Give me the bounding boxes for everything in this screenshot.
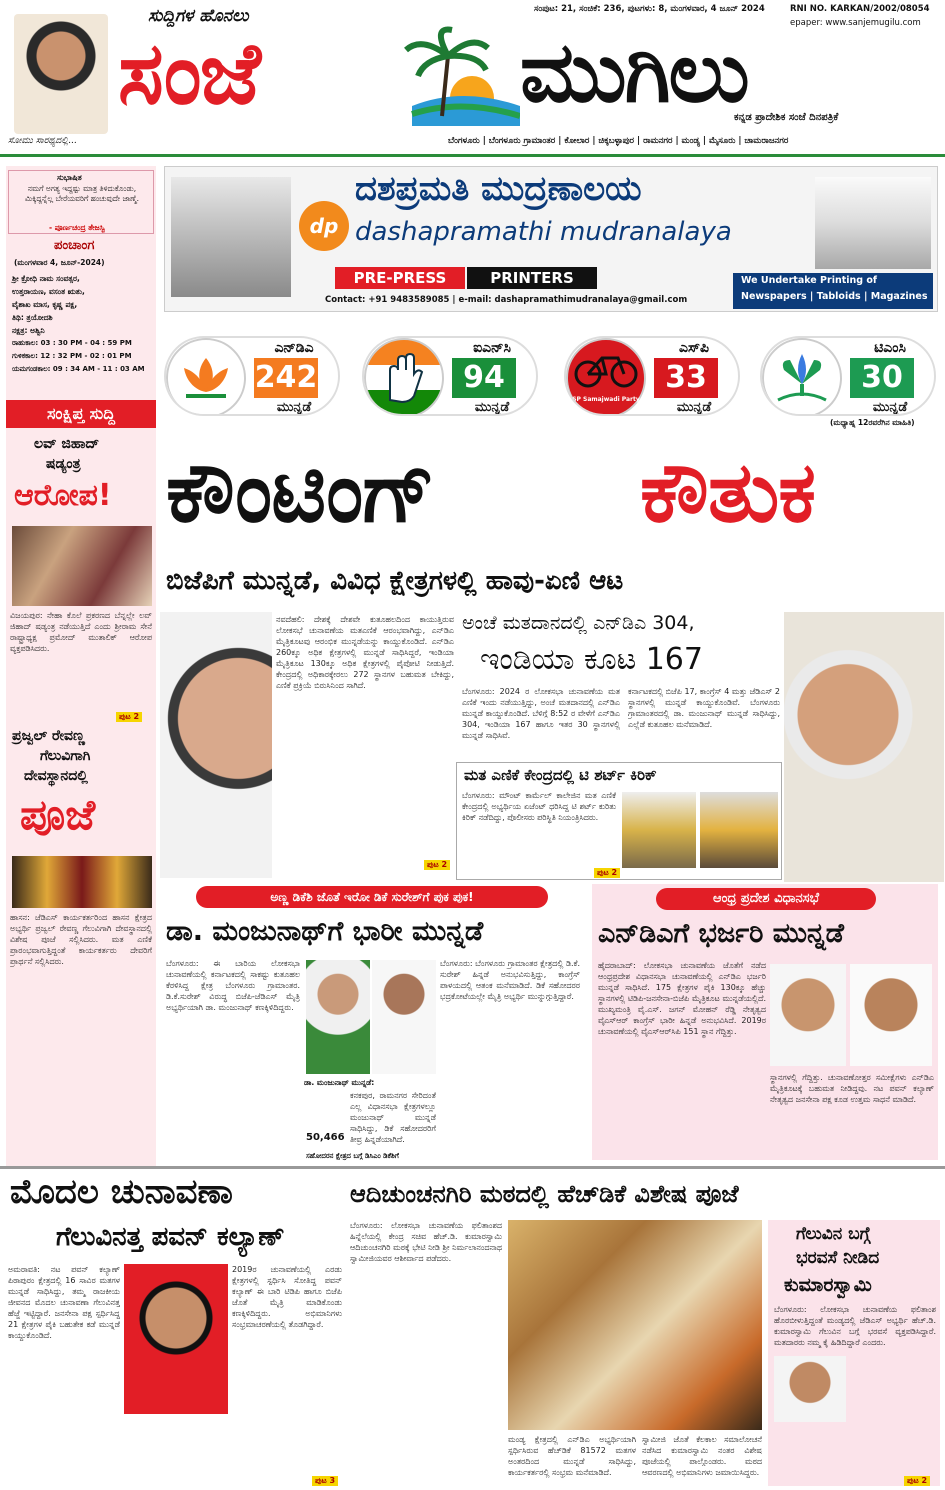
- panchanga-item: ರಾಹುಕಾಲ: 03 : 30 PM - 04 : 59 PM: [12, 339, 132, 347]
- photo-kumaraswamy: [774, 1356, 846, 1422]
- party-seat-count: 94: [452, 358, 516, 398]
- adichunchanagiri-body-c: ಸ್ವಾಮೀಜಿ ಜೊತೆ ಕೆಲಕಾಲ ಸಮಾಲೋಚನೆ ನಡೆಸಿದ ಕುಮಾರಸ್ವಾಮಿ ನಂತರ ವಿಶೇಷ ಪೂಜೆಯಲ್ಲಿ ಪಾಲ್ಗೊಂಡರು. ಮಠದ ಆವರಣದಲ್ಲಿ ಅಭಿಮಾನಿಗಳು ಜಮಾಯಿಸಿದ್ದರು.: [642, 1435, 762, 1477]
- panchanga-title: ಪಂಚಾಂಗ: [54, 238, 95, 253]
- lotus-icon: [166, 338, 246, 416]
- story1-kicker: ಷಡ್ಯಂತ್ರ: [46, 456, 81, 472]
- story1-body: ವಿಜಯಪುರ: ನೇಹಾ ಕೊಲೆ ಪ್ರಕರಣದ ಬೆನ್ನಲ್ಲೇ ಲವ್ ಜಿಹಾದ್ ಷಡ್ಯಂತ್ರ ನಡೆಯುತ್ತಿದೆ ಎಂದು ಶ್ರೀರಾಮ ಸೇನೆ ರಾಷ್ಟ್ರಾಧ್ಯಕ್ಷ ಪ್ರಮೋದ್ ಮುತಾಲಿಕ್ ಆರೋಪ ವ್ಯಕ್ತಪಡಿಸಿದರು.: [10, 611, 152, 653]
- section-divider: [0, 1166, 945, 1169]
- hand-icon: [364, 338, 444, 416]
- tshirt-headline: ಮತ ಎಣಿಕೆ ಕೇಂದ್ರದಲ್ಲಿ ಟಿ ಶರ್ಟ್ ಕಿರಿಕ್: [464, 766, 657, 784]
- paper-name-left: ಸಂಜೆ: [118, 24, 259, 124]
- panchanga-item: ಶ್ರೀ ಕ್ರೋಧಿ ನಾಮ ಸಂವತ್ಸರ,: [12, 274, 80, 283]
- lead-body-c: ಕರ್ನಾಟಕದಲ್ಲಿ ಬಿಜೆಪಿ 17, ಕಾಂಗ್ರೆಸ್ 4 ಮತ್ತು ಜೆಡಿಎಸ್ 2 ಸ್ಥಾನಗಳಲ್ಲಿ ಮುನ್ನಡೆ ಕಾಯ್ದುಕೊಂಡಿವೆ. ಬೆಂಗಳೂರು ಗ್ರಾಮಾಂತರದಲ್ಲಿ ಡಾ. ಮಂಜುನಾಥ್ ಮುನ್ನಡೆ ಸಾಧಿಸಿದ್ದು, ಎಲ್ಲೆಡೆ ಕುತೂಹಲ ಮನೆಮಾಡಿದೆ.: [628, 687, 780, 729]
- kumaraswamy-continued[interactable]: ಪುಟ 2: [904, 1476, 930, 1486]
- party-name: ಟಿಎಂಸಿ: [874, 340, 906, 356]
- lead-body-a: ನವದೆಹಲಿ: ದೇಶಕ್ಕೆ ದೇಶವೇ ಕುತೂಹಲದಿಂದ ಕಾಯುತ್ತಿರುವ ಲೋಕಸಭೆ ಚುನಾವಣೆಯ ಮತಎಣಿಕೆ ಆರಂಭವಾಗಿದ್ದು, ಎನ್‌ಡಿಎ ಮೈತ್ರಿಕೂಟವು ಆರಂಭಿಕ ಮುನ್ನಡೆಯನ್ನು ಕಾಯ್ದುಕೊಂಡಿದೆ. ಎನ್‌ಡಿಎ 260ಕ್ಕೂ ಅಧಿಕ ಕ್ಷೇತ್ರಗಳಲ್ಲಿ ಮುನ್ನಡೆ ಸಾಧಿಸಿದ್ದರೆ, ಇಂಡಿಯಾ ಮೈತ್ರಿಕೂಟ 130ಕ್ಕೂ ಅಧಿಕ ಕ್ಷೇತ್ರಗಳಲ್ಲಿ ಪೈಪೋಟಿ ನೀಡುತ್ತಿದೆ. ಕೇಂದ್ರದಲ್ಲಿ ಅಧಿಕಾರಕ್ಕೇರಲು 272 ಸ್ಥಾನಗಳ ಬಹುಮತ ಬೇಕಿದ್ದು, ಎಣಿಕೆ ಪ್ರಕ್ರಿಯೆ ಬಿರುಸಿನಿಂದ ಸಾಗಿದೆ.: [276, 615, 454, 690]
- ad-machine-right: [815, 177, 931, 269]
- photo-chandrababu-naidu: [770, 964, 846, 1066]
- kumaraswamy-headline-3: ಕುಮಾರಸ್ವಾಮಿ: [784, 1274, 872, 1296]
- story2-kicker: ದೇವಸ್ಥಾನದಲ್ಲಿ: [24, 768, 88, 784]
- photo-manjunath: [306, 960, 370, 1074]
- lead-body-b: ಬೆಂಗಳೂರು: 2024 ರ ಲೋಕಸಭಾ ಚುನಾವಣೆಯ ಮತ ಎಣಿಕೆ ಇಂದು ನಡೆಯುತ್ತಿದ್ದು, ಅಂಚೆ ಮತದಾನದಲ್ಲಿ ಎನ್‌ಡಿಎ ಮುನ್ನಡೆ ಕಾಯ್ದುಕೊಂಡಿದೆ. ಬೆಳಿಗ್ಗೆ 8:52 ರ ವೇಳೆಗೆ ಎನ್‌ಡಿಎ 304, ಇಂಡಿಯಾ 167 ಹಾಗೂ ಇತರ 30 ಸ್ಥಾನಗಳಲ್ಲಿ ಮುನ್ನಡೆ ಸಾಧಿಸಿವೆ.: [462, 687, 620, 740]
- panchanga-list: [12, 272, 156, 376]
- ad-tag-printers: PRINTERS: [467, 267, 597, 289]
- andhra-banner: ಆಂಧ್ರ ಪ್ರದೇಶ ವಿಧಾನಸಭೆ: [656, 888, 876, 910]
- rni-number: RNI NO. KARKAN/2002/08054: [790, 4, 930, 14]
- photo-dk-suresh: [372, 960, 436, 1074]
- party-lead-label: ಮುನ್ನಡೆ: [474, 400, 510, 415]
- manjunath-body-a: ಬೆಂಗಳೂರು: ಈ ಬಾರಿಯ ಲೋಕಸಭಾ ಚುನಾವಣೆಯಲ್ಲಿ ಕರ್ನಾಟಕದಲ್ಲಿ ಸಾಕಷ್ಟು ಕುತೂಹಲ ಕೆರಳಿಸಿದ್ದ ಕ್ಷೇತ್ರ ಬೆಂಗಳೂರು ಗ್ರಾಮಾಂತರ. ಡಿ.ಕೆ.ಸುರೇಶ್ ವಿರುದ್ಧ ಬಿಜೆಪಿ-ಜೆಡಿಎಸ್ ಮೈತ್ರಿ ಅಭ್ಯರ್ಥಿಯಾಗಿ ಡಾ. ಮಂಜುನಾಥ್ ಕಣಕ್ಕಿಳಿದಿದ್ದರು.: [166, 959, 300, 1012]
- pawan-body-a: ಅಮರಾವತಿ: ನಟ ಪವನ್ ಕಲ್ಯಾಣ್ ಪಿಠಾಪುರಂ ಕ್ಷೇತ್ರದಲ್ಲಿ 16 ಸಾವಿರ ಮತಗಳ ಮುನ್ನಡೆ ಸಾಧಿಸಿದ್ದು, ತಮ್ಮ ರಾಜಕೀಯ ಜೀವನದ ಮೊದಲ ಚುನಾವಣಾ ಗೆಲುವಿನತ್ತ ಹೆಜ್ಜೆ ಇಟ್ಟಿದ್ದಾರೆ. ಜನಸೇನಾ ಪಕ್ಷ ಸ್ಪರ್ಧಿಸಿದ್ದ 21 ಕ್ಷೇತ್ರಗಳ ಪೈಕಿ ಬಹುತೇಕ ಕಡೆ ಮುನ್ನಡೆ ಕಾಯ್ದುಕೊಂಡಿದೆ.: [8, 1265, 120, 1340]
- lead-headline-black: ಕೌಂಟಿಂಗ್: [166, 443, 434, 541]
- sun-palm-icon: [402, 26, 520, 126]
- printing-ad[interactable]: [164, 166, 938, 312]
- party-result-inc: [362, 336, 538, 416]
- manjunath-banner: ಅಣ್ಣ ಡಿಕೆಶಿ ಜೊತೆ ಇರೋ ಡಿಕೆ ಸುರೇಶ್‌ಗೆ ಪುಕ ಪುಕ!: [196, 886, 548, 908]
- photo-modi: [784, 612, 944, 882]
- dateline: ಸಂಪುಟ: 21, ಸಂಚಿಕೆ: 236, ಪುಟಗಳು: 8, ಮಂಗಳವಾರ, 4 ಜೂನ್ 2024: [534, 4, 765, 14]
- subhashita-title: ಸುಭಾಷಿತ: [57, 173, 82, 182]
- subhashita-author: - ಪೂರ್ಣಚಂದ್ರ ತೇಜಸ್ವಿ: [49, 223, 106, 232]
- photo-pawan-kalyan: [124, 1264, 228, 1414]
- party-seat-count: 242: [254, 358, 318, 398]
- panchanga-item: ತಿಥಿ: ತ್ರಯೋದಶಿ: [12, 313, 53, 322]
- photo-jagan-reddy: [850, 964, 932, 1066]
- editor-photo: [14, 14, 108, 134]
- tshirt-body: ಬೆಂಗಳೂರು: ಮೌಂಟ್ ಕಾರ್ಮೆಲ್ ಕಾಲೇಜಿನ ಮತ ಎಣಿಕೆ ಕೇಂದ್ರದಲ್ಲಿ ಅಭ್ಯರ್ಥಿಯ ಏಜೆಂಟ್ ಧರಿಸಿದ್ದ ಟಿ ಶರ್ಟ್ ಕುರಿತು ಕಿರಿಕ್ ನಡೆದಿದ್ದು, ಪೊಲೀಸರು ಪರಿಸ್ಥಿತಿ ನಿಯಂತ್ರಿಸಿದರು.: [462, 791, 616, 822]
- adichunchanagiri-body-b: ಮಂಡ್ಯ ಕ್ಷೇತ್ರದಲ್ಲಿ ಎನ್‌ಡಿಎ ಅಭ್ಯರ್ಥಿಯಾಗಿ ಸ್ಪರ್ಧಿಸಿರುವ ಹೆಚ್‌ಡಿಕೆ 81572 ಮತಗಳ ಅಂತರದಿಂದ ಮುನ್ನಡೆ ಸಾಧಿಸಿದ್ದು, ಕಾರ್ಯಕರ್ತರಲ್ಲಿ ಸಂಭ್ರಮ ಮನೆಮಾಡಿದೆ.: [508, 1435, 636, 1477]
- party-result-nda: [164, 336, 340, 416]
- party-name: ಎನ್‌ಡಿಎ: [274, 340, 314, 356]
- panchanga-item: ವೈಶಾಖ ಮಾಸ, ಕೃಷ್ಣ ಪಕ್ಷ,: [12, 300, 78, 309]
- party-name: ಐಎನ್‌ಸಿ: [473, 340, 511, 356]
- lead-headline-red: ಕೌತುಕ: [640, 443, 816, 541]
- ad-tag-prepress: PRE-PRESS: [335, 267, 465, 289]
- results-note: (ಮಧ್ಯಾಹ್ನ 12ರವರೆಗಿನ ಮಾಹಿತಿ): [830, 418, 915, 427]
- manjunath-body-c: ಬೆಂಗಳೂರು: ಬೆಂಗಳೂರು ಗ್ರಾಮಾಂತರ ಕ್ಷೇತ್ರದಲ್ಲಿ ಡಿ.ಕೆ. ಸುರೇಶ್ ಹಿನ್ನಡೆ ಅನುಭವಿಸುತ್ತಿದ್ದು, ಕಾಂಗ್ರೆಸ್ ಪಾಳಯದಲ್ಲಿ ಆತಂಕ ಮನೆಮಾಡಿದೆ. ಡಿಕೆ ಸಹೋದರರ ಭದ್ರಕೋಟೆಯಲ್ಲೇ ಮೈತ್ರಿ ಅಭ್ಯರ್ಥಿ ಮುನ್ನುಗ್ಗುತ್ತಿದ್ದಾರೆ.: [440, 959, 580, 1001]
- story2-kicker: ಪ್ರಜ್ವಲ್ ರೇವಣ್ಣ: [12, 728, 85, 744]
- manjunath-caption: ಸಹೋದರನ ಕ್ಷೇತ್ರದ ಬಗ್ಗೆ ಡಿಸಿಎಂ ಡಿಕೆಶಿಗೆ: [306, 1152, 399, 1160]
- ad-machine-left: [171, 177, 291, 297]
- panchanga-date: (ಮಂಗಳವಾರ 4, ಜೂನ್-2024): [14, 258, 105, 267]
- manjunath-body-b: ಕನಕಪುರ, ರಾಮನಗರ ಸೇರಿದಂತೆ ಎಲ್ಲ ವಿಧಾನಸಭಾ ಕ್ಷೇತ್ರಗಳಲ್ಲೂ ಮಂಜುನಾಥ್ ಮುನ್ನಡೆ ಸಾಧಿಸಿದ್ದು, ಡಿಕೆ ಸಹೋದರರಿಗೆ ತೀವ್ರ ಹಿನ್ನಡೆಯಾಗಿದೆ.: [350, 1091, 436, 1144]
- party-lead-label: ಮುನ್ನಡೆ: [676, 400, 712, 415]
- ad-contact: Contact: +91 9483589085 | e-mail: dashapramathimudranalaya@gmail.com: [325, 295, 688, 305]
- masthead-rule: [0, 154, 945, 157]
- subhashita-text: ನಮಗೆ ಅಗತ್ಯ ಇದ್ದಷ್ಟು ಮಾತ್ರ ತಿಳಿದುಕೊಂಡು, ಮಿಕ್ಕಿದ್ದನ್ನೆಲ್ಲ ಬೇರೆಯವರಿಗೆ ಹಂಚುವುದೇ ಜಾಣ್ಮೆ.: [24, 184, 140, 203]
- story2-photo: [12, 856, 152, 908]
- tshirt-photo-2: [700, 792, 778, 868]
- panchanga-item: ಯಮಗಂಡಕಾಲ: 09 : 34 AM - 11 : 03 AM: [12, 365, 145, 373]
- story2-body: ಹಾಸನ: ಜೆಡಿಎಸ್ ಕಾರ್ಯಕರ್ತರಿಂದ ಹಾಸನ ಕ್ಷೇತ್ರದ ಅಭ್ಯರ್ಥಿ ಪ್ರಜ್ವಲ್ ರೇವಣ್ಣ ಗೆಲುವಿಗಾಗಿ ದೇವಸ್ಥಾನದಲ್ಲಿ ವಿಶೇಷ ಪೂಜೆ ಸಲ್ಲಿಸಿದರು. ಮತ ಎಣಿಕೆ ಪ್ರಾರಂಭವಾಗುತ್ತಿದ್ದಂತೆ ಕಾರ್ಯಕರ್ತರು ದೇವರಿಗೆ ಪ್ರಾರ್ಥನೆ ಸಲ್ಲಿಸಿದರು.: [10, 913, 152, 966]
- party-lead-label: ಮುನ್ನಡೆ: [276, 400, 312, 415]
- tshirt-continued[interactable]: ಪುಟ 2: [594, 868, 620, 878]
- ad-title-english: dashapramathi mudranalaya: [355, 217, 732, 247]
- subtitle: ಕನ್ನಡ ಪ್ರಾದೇಶಿಕ ಸಂಜೆ ದಿನಪತ್ರಿಕೆ: [734, 112, 839, 123]
- adichunchanagiri-headline: ಆದಿಚುಂಚನಗಿರಿ ಮಠದಲ್ಲಿ ಹೆಚ್‌ಡಿಕೆ ವಿಶೇಷ ಪೂಜೆ: [350, 1180, 739, 1208]
- andhra-body-b: ಸ್ಥಾನಗಳಲ್ಲಿ ಗೆದ್ದಿತ್ತು. ಚುನಾವಣೋತ್ತರ ಸಮೀಕ್ಷೆಗಳು ಎನ್‌ಡಿಎ ಮೈತ್ರಿಕೂಟಕ್ಕೆ ಬಹುಮತ ನೀಡಿದ್ದವು. ನಟ ಪವನ್ ಕಲ್ಯಾಣ್ ನೇತೃತ್ವದ ಜನಸೇನಾ ಪಕ್ಷ ಕೂಡ ಉತ್ತಮ ಸಾಧನೆ ಮಾಡಿದೆ.: [770, 1073, 934, 1104]
- tagline: ಸುದ್ದಿಗಳ ಹೊನಲು: [148, 6, 249, 26]
- panchanga-item: ಗುಳಿಕಕಾಲ: 12 : 32 PM - 02 : 01 PM: [12, 352, 132, 360]
- party-seat-count: 33: [654, 358, 718, 398]
- kumaraswamy-headline-2: ಭರವಸೆ ನೀಡಿದ: [796, 1248, 880, 1268]
- panchanga-item: ಉತ್ತರಾಯಣ, ವಸಂತ ಋತು,: [12, 287, 85, 296]
- party-lead-label: ಮುನ್ನಡೆ: [872, 400, 908, 415]
- pawan-continued[interactable]: ಪುಟ 3: [312, 1476, 338, 1486]
- story2-kicker: ಗೆಲುವಿಗಾಗಿ: [40, 748, 91, 764]
- party-result-tmc: [760, 336, 936, 416]
- story1-continued[interactable]: ಪುಟ 2: [116, 712, 142, 722]
- photo-rahul: [160, 612, 272, 878]
- photo-hdk-puja: [508, 1220, 762, 1430]
- signature: ಸೋಮು ಸಾರಥ್ಯದಲ್ಲಿ...: [8, 136, 77, 146]
- bicycle-icon: [566, 338, 646, 416]
- ad-services-line1: We Undertake Printing of: [741, 275, 878, 286]
- sp-logo-text: SP Samajwadi Party: [572, 396, 640, 403]
- adichunchanagiri-body-a: ಬೆಂಗಳೂರು: ಲೋಕಸಭಾ ಚುನಾವಣೆಯ ಫಲಿತಾಂಶದ ಹಿನ್ನೆಲೆಯಲ್ಲಿ ಕೇಂದ್ರ ಸಚಿವ ಹೆಚ್.ಡಿ. ಕುಮಾರಸ್ವಾಮಿ ಆದಿಚುಂಚನಗಿರಿ ಮಠಕ್ಕೆ ಭೇಟಿ ನೀಡಿ ಶ್ರೀ ನಿರ್ಮಲಾನಂದನಾಥ ಸ್ವಾಮೀಜಿಯವರ ಆಶೀರ್ವಾದ ಪಡೆದರು.: [350, 1221, 502, 1263]
- ad-title-kannada: ದಶಪ್ರಮತಿ ಮುದ್ರಣಾಲಯ: [355, 169, 642, 209]
- tshirt-photo-1: [622, 792, 696, 868]
- brief-news-banner: ಸಂಕ್ಷಿಪ್ತ ಸುದ್ದಿ: [6, 400, 156, 428]
- lead-subhead: ಬಿಜೆಪಿಗೆ ಮುನ್ನಡೆ, ವಿವಿಧ ಕ್ಷೇತ್ರಗಳಲ್ಲಿ ಹಾವು-ಏಣಿ ಆಟ: [166, 566, 624, 596]
- story2-headline: ಪೂಜೆ: [20, 790, 96, 839]
- editions-list: ಬೆಂಗಳೂರು | ಬೆಂಗಳೂರು ಗ್ರಾಮಾಂತರ | ಕೋಲಾರ | ಚಿಕ್ಕಬಳ್ಳಾಪುರ | ರಾಮನಗರ | ಮಂಡ್ಯ | ಮೈಸೂರು | ಚಾಮರಾಜನಗರ: [448, 136, 789, 146]
- story1-photo: [12, 526, 152, 606]
- masthead: [0, 0, 945, 158]
- subhashita-box: [8, 170, 154, 234]
- manjunath-headline: ಡಾ. ಮಂಜುನಾಥ್‌ಗೆ ಭಾರೀ ಮುನ್ನಡೆ: [166, 916, 484, 947]
- lead-deck-2: ಇಂಡಿಯಾ ಕೂಟ 167: [480, 642, 703, 677]
- lead-deck-1: ಅಂಚೆ ಮತದಾನದಲ್ಲಿ ಎನ್‌ಡಿಎ 304,: [462, 612, 695, 634]
- ad-services-line2: Newspapers | Tabloids | Magazines: [741, 291, 928, 302]
- party-seat-count: 30: [850, 358, 914, 398]
- panchanga-item: ನಕ್ಷತ್ರ: ಅಶ್ವಿನಿ: [12, 326, 45, 335]
- andhra-body-a: ಹೈದರಾಬಾದ್: ಲೋಕಸಭಾ ಚುನಾವಣೆಯ ಜೊತೆಗೆ ನಡೆದ ಆಂಧ್ರಪ್ರದೇಶ ವಿಧಾನಸಭಾ ಚುನಾವಣೆಯಲ್ಲಿ ಎನ್‌ಡಿಎ ಭರ್ಜರಿ ಮುನ್ನಡೆ ಸಾಧಿಸಿದೆ. 175 ಕ್ಷೇತ್ರಗಳ ಪೈಕಿ 130ಕ್ಕೂ ಹೆಚ್ಚು ಸ್ಥಾನಗಳಲ್ಲಿ ಟಿಡಿಪಿ-ಜನಸೇನಾ-ಬಿಜೆಪಿ ಮೈತ್ರಿಕೂಟ ಮುನ್ನಡೆಯಲ್ಲಿದೆ. ಮುಖ್ಯಮಂತ್ರಿ ವೈ.ಎಸ್. ಜಗನ್ ಮೋಹನ್ ರೆಡ್ಡಿ ನೇತೃತ್ವದ ವೈಎಸ್ಆರ್ ಕಾಂಗ್ರೆಸ್ ಭಾರೀ ಹಿನ್ನಡೆ ಅನುಭವಿಸಿದೆ. 2019ರ ಚುನಾವಣೆಯಲ್ಲಿ ವೈಎಸ್ಆರ್‌ಸಿಪಿ 151 ಸ್ಥಾನ ಗೆದ್ದಿತ್ತು.: [598, 961, 766, 1036]
- flower-icon: [762, 338, 842, 416]
- story1-kicker: ಲವ್ ಜಿಹಾದ್: [34, 436, 100, 452]
- pawan-headline-2: ಗೆಲುವಿನತ್ತ ಪವನ್ ಕಲ್ಯಾಣ್: [56, 1222, 285, 1252]
- ad-logo: dp: [299, 201, 349, 251]
- epaper-link[interactable]: epaper: www.sanjemugilu.com: [790, 18, 921, 28]
- kumaraswamy-headline-1: ಗೆಲುವಿನ ಬಗ್ಗೆ: [796, 1224, 871, 1244]
- manjunath-stat-value: 50,466: [306, 1132, 345, 1143]
- kumaraswamy-body: ಬೆಂಗಳೂರು: ಲೋಕಸಭಾ ಚುನಾವಣೆಯ ಫಲಿತಾಂಶ ಹೊರಬೀಳುತ್ತಿದ್ದಂತೆ ಮಂಡ್ಯದಲ್ಲಿ ಜೆಡಿಎಸ್ ಅಭ್ಯರ್ಥಿ ಹೆಚ್.ಡಿ. ಕುಮಾರಸ್ವಾಮಿ ಗೆಲುವಿನ ಬಗ್ಗೆ ಭರವಸೆ ವ್ಯಕ್ತಪಡಿಸಿದ್ದಾರೆ. ಮತದಾರರು ನಮ್ಮ ಕೈ ಹಿಡಿದಿದ್ದಾರೆ ಎಂದರು.: [774, 1305, 936, 1347]
- manjunath-stat-label: ಡಾ. ಮಂಜುನಾಥ್ ಮುನ್ನಡೆ:: [304, 1078, 375, 1087]
- lead-continued[interactable]: ಪುಟ 2: [424, 860, 450, 870]
- pawan-headline-1: ಮೊದಲ ಚುನಾವಣಾ: [10, 1172, 233, 1212]
- party-result-sp: [564, 336, 740, 416]
- story1-headline: ಆರೋಪ!: [14, 478, 112, 513]
- pawan-body-b: 2019ರ ಚುನಾವಣೆಯಲ್ಲಿ ಎರಡು ಕ್ಷೇತ್ರಗಳಲ್ಲಿ ಸ್ಪರ್ಧಿಸಿ ಸೋತಿದ್ದ ಪವನ್ ಕಲ್ಯಾಣ್ ಈ ಬಾರಿ ಟಿಡಿಪಿ ಹಾಗೂ ಬಿಜೆಪಿ ಜೊತೆ ಮೈತ್ರಿ ಮಾಡಿಕೊಂಡು ಕಣಕ್ಕಿಳಿದಿದ್ದರು. ಅಭಿಮಾನಿಗಳು ಸಂಭ್ರಮಾಚರಣೆಯಲ್ಲಿ ತೊಡಗಿದ್ದಾರೆ.: [232, 1265, 342, 1329]
- andhra-headline: ಎನ್‌ಡಿಎಗೆ ಭರ್ಜರಿ ಮುನ್ನಡೆ: [598, 918, 844, 949]
- paper-name-right: ಮುಗಿಲು: [520, 23, 748, 121]
- party-name: ಎಸ್‌ಪಿ: [679, 340, 709, 356]
